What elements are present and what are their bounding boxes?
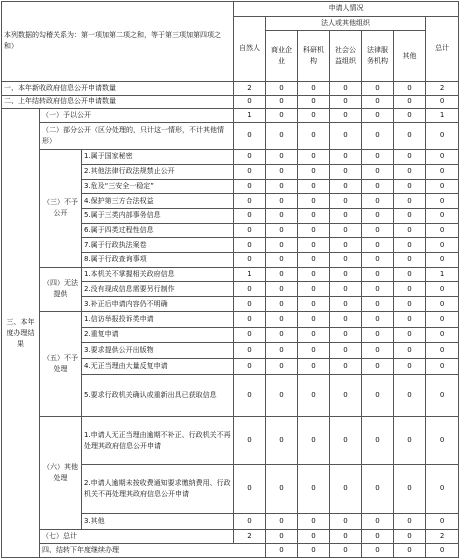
cell-value: 0 [394,223,426,238]
cell-value: 0 [266,544,298,558]
cell-value: 0 [362,311,394,327]
cell-value: 0 [234,513,266,530]
cell-value: 0 [426,343,459,359]
column-header-research: 科研机构 [298,31,330,81]
cell-value: 0 [362,223,394,238]
cell-value: 0 [330,530,362,544]
row-label: 1.本机关不掌握相关政府信息 [82,267,234,282]
cell-value: 0 [298,81,330,95]
cell-value: 0 [426,374,459,416]
cell-value: 0 [362,95,394,109]
row-label: 7.属于行政执法案卷 [82,238,234,253]
cell-value: 0 [330,194,362,209]
cell-value: 0 [330,311,362,327]
cell-value: 0 [394,311,426,327]
subsection-label: （五）不予处理 [40,311,82,416]
cell-value: 0 [234,465,266,513]
cell-value: 0 [362,238,394,253]
cell-value: 0 [394,465,426,513]
cell-value: 0 [394,150,426,165]
table-row [2,530,459,544]
cell-value: 0 [330,416,362,464]
cell-value: 0 [330,544,362,558]
cell-value: 0 [394,530,426,544]
cell-value: 0 [426,544,459,558]
row-label: 3.要求提供公开出版物 [82,343,234,359]
section-label: 三、本年度办理结果 [2,109,40,558]
cell-value: 0 [362,282,394,297]
table-row [2,95,459,109]
cell-value: 0 [426,327,459,343]
cell-value: 0 [298,179,330,194]
cell-value: 0 [362,164,394,179]
table-row [2,311,459,327]
column-header-public-welfare: 社会公益组织 [330,31,362,81]
cell-value: 0 [394,282,426,297]
subsection-label: （四）无法提供 [40,267,82,311]
cell-value: 0 [330,238,362,253]
cell-value: 0 [362,359,394,375]
row-label: 2.没有现成信息需要另行制作 [82,282,234,297]
cell-value: 0 [298,359,330,375]
cell-value: 0 [298,327,330,343]
cell-value: 0 [394,238,426,253]
cell-value: 1 [426,109,459,123]
table-row [2,122,459,149]
cell-value: 0 [330,95,362,109]
cell-value: 0 [394,253,426,268]
row-label: 5.属于三类内部事务信息 [82,208,234,223]
cell-value: 0 [362,253,394,268]
cell-value: 0 [266,374,298,416]
cell-value: 0 [298,150,330,165]
cell-value: 0 [330,109,362,123]
cell-value: 0 [298,109,330,123]
cell-value: 0 [298,267,330,282]
cell-value: 0 [266,343,298,359]
cell-value: 0 [234,179,266,194]
row-label: 1.属于国家秘密 [82,150,234,165]
cell-value: 0 [426,150,459,165]
row-label: 5.要求行政机关确认或重新出具已获取信息 [82,374,234,416]
cell-value: 0 [298,164,330,179]
cell-value: 2 [234,530,266,544]
cell-value: 0 [234,343,266,359]
cell-value: 0 [362,327,394,343]
subsection-label: （六）其他处理 [40,416,82,530]
cell-value: 0 [394,374,426,416]
cell-value: 0 [298,374,330,416]
cell-value: 0 [330,465,362,513]
row-label: 3.危及“三安全一稳定” [82,179,234,194]
cell-value: 0 [266,253,298,268]
column-header-other: 其他 [394,31,426,81]
cell-value: 0 [266,465,298,513]
cell-value: 0 [426,513,459,530]
cell-value: 0 [266,238,298,253]
cell-value: 0 [362,544,394,558]
cell-value: 0 [394,544,426,558]
cell-value: 0 [394,297,426,312]
cell-value: 0 [362,374,394,416]
cell-value: 0 [362,343,394,359]
cell-value: 0 [426,179,459,194]
cell-value: 0 [266,282,298,297]
cell-value: 0 [362,194,394,209]
cell-value: 0 [266,223,298,238]
cell-value: 0 [426,359,459,375]
table-row [2,416,459,464]
cell-value: 0 [266,164,298,179]
cell-value: 0 [394,267,426,282]
row-label: 2.申请人逾期未按收费通知要求缴纳费用、行政机关不再处理其政府信息公开申请 [82,465,234,513]
row-label: 6.属于四类过程性信息 [82,223,234,238]
cell-value: 0 [234,311,266,327]
cell-value: 2 [426,81,459,95]
cell-value: 0 [330,164,362,179]
cell-value: 0 [426,282,459,297]
row-label: 2.其他法律行政法规禁止公开 [82,164,234,179]
row-label: （七）总计 [40,530,234,544]
cell-value: 0 [394,179,426,194]
cell-value: 2 [234,81,266,95]
cell-value: 0 [298,297,330,312]
row-label: 4.无正当理由大量反复申请 [82,359,234,375]
row-label: （二）部分公开（区分处理的，只计这一情形，不计其他情形） [40,122,234,149]
cell-value: 0 [266,530,298,544]
column-header-natural-person: 自然人 [234,16,266,81]
cell-value: 0 [426,297,459,312]
row-label: 四、结转下年度继续办理 [40,544,266,558]
cell-value: 0 [394,359,426,375]
cell-value: 0 [298,122,330,149]
column-header-legal-service: 法律服务机构 [362,31,394,81]
cell-value: 0 [362,416,394,464]
legal-entity-group-header: 法人或其他组织 [266,16,426,31]
cell-value: 0 [266,109,298,123]
cell-value: 0 [426,238,459,253]
table-row [2,544,459,558]
cell-value: 0 [298,513,330,530]
row-label: 4.保护第三方合法权益 [82,194,234,209]
cell-value: 0 [330,327,362,343]
cell-value: 0 [234,416,266,464]
cell-value: 0 [266,513,298,530]
cell-value: 0 [234,297,266,312]
cell-value: 0 [426,194,459,209]
row-label: （一）予以公开 [40,109,234,123]
table-corner-note: 本列数据的勾稽关系为：第一项加第二项之和，等于第三项加第四项之和） [2,2,234,82]
row-label: 3.补正后申请内容仍不明确 [82,297,234,312]
cell-value: 0 [426,208,459,223]
table-row [2,150,459,165]
cell-value: 0 [330,343,362,359]
cell-value: 0 [298,530,330,544]
cell-value: 0 [362,297,394,312]
cell-value: 2 [426,530,459,544]
cell-value: 0 [362,513,394,530]
cell-value: 0 [234,223,266,238]
table-row [2,81,459,95]
cell-value: 0 [234,164,266,179]
cell-value: 0 [266,267,298,282]
cell-value: 0 [330,179,362,194]
column-header-total: 总计 [426,16,459,81]
cell-value: 0 [362,150,394,165]
cell-value: 0 [394,416,426,464]
cell-value: 0 [330,223,362,238]
applicant-status-header: 申请人情况 [234,2,459,17]
cell-value: 0 [394,122,426,149]
cell-value: 0 [234,122,266,149]
cell-value: 0 [298,208,330,223]
cell-value: 0 [362,122,394,149]
cell-value: 0 [298,465,330,513]
cell-value: 0 [330,297,362,312]
cell-value: 0 [266,150,298,165]
cell-value: 0 [234,253,266,268]
cell-value: 0 [330,253,362,268]
cell-value: 0 [362,267,394,282]
cell-value: 0 [234,194,266,209]
cell-value: 1 [234,267,266,282]
cell-value: 0 [330,150,362,165]
cell-value: 0 [426,164,459,179]
row-label: 8.属于行政查询事项 [82,253,234,268]
cell-value: 0 [234,374,266,416]
cell-value: 0 [266,122,298,149]
cell-value: 0 [394,109,426,123]
cell-value: 0 [234,282,266,297]
cell-value: 0 [362,530,394,544]
cell-value: 0 [362,109,394,123]
cell-value: 0 [394,164,426,179]
cell-value: 0 [394,194,426,209]
cell-value: 0 [426,465,459,513]
cell-value: 0 [426,253,459,268]
cell-value: 0 [234,150,266,165]
column-header-commercial: 商业企业 [266,31,298,81]
cell-value: 0 [394,513,426,530]
subsection-label: （三）不予公开 [40,150,82,268]
cell-value: 0 [298,95,330,109]
cell-value: 0 [298,238,330,253]
cell-value: 0 [266,194,298,209]
cell-value: 0 [266,208,298,223]
disclosure-statistics-table [1,1,459,558]
cell-value: 1 [234,109,266,123]
cell-value: 0 [426,416,459,464]
cell-value: 0 [394,327,426,343]
cell-value: 0 [426,122,459,149]
row-label: 1.信访举报投诉类申请 [82,311,234,327]
cell-value: 0 [298,282,330,297]
cell-value: 1 [426,267,459,282]
cell-value: 0 [298,416,330,464]
table-row [2,109,459,123]
cell-value: 0 [330,282,362,297]
cell-value: 0 [266,179,298,194]
cell-value: 0 [330,359,362,375]
row-label: 2.重复申请 [82,327,234,343]
row-label: 1.申请人无正当理由逾期不补正、行政机关不再处理其政府信息公开申请 [82,416,234,464]
row-label: 二、上年结转政府信息公开申请数量 [2,95,234,109]
cell-value: 0 [362,81,394,95]
cell-value: 0 [234,327,266,343]
cell-value: 0 [266,416,298,464]
cell-value: 0 [234,238,266,253]
row-label: 3.其他 [82,513,234,530]
cell-value: 0 [298,253,330,268]
cell-value: 0 [266,81,298,95]
cell-value: 0 [330,267,362,282]
cell-value: 0 [394,208,426,223]
cell-value: 0 [330,81,362,95]
cell-value: 0 [362,208,394,223]
row-label: 一、本年新收政府信息公开申请数量 [2,81,234,95]
cell-value: 0 [394,95,426,109]
cell-value: 0 [234,95,266,109]
cell-value: 0 [266,311,298,327]
cell-value: 0 [298,223,330,238]
cell-value: 0 [298,311,330,327]
cell-value: 0 [426,223,459,238]
cell-value: 0 [330,374,362,416]
cell-value: 0 [266,95,298,109]
cell-value: 0 [266,327,298,343]
cell-value: 0 [426,311,459,327]
cell-value: 0 [330,208,362,223]
cell-value: 0 [266,359,298,375]
cell-value: 0 [394,81,426,95]
cell-value: 0 [298,194,330,209]
cell-value: 0 [330,513,362,530]
cell-value: 0 [234,208,266,223]
cell-value: 0 [298,343,330,359]
cell-value: 0 [426,95,459,109]
cell-value: 0 [266,297,298,312]
cell-value: 0 [362,465,394,513]
cell-value: 0 [394,343,426,359]
cell-value: 0 [330,122,362,149]
cell-value: 0 [298,544,330,558]
cell-value: 0 [234,359,266,375]
table-row [2,267,459,282]
cell-value: 0 [362,179,394,194]
